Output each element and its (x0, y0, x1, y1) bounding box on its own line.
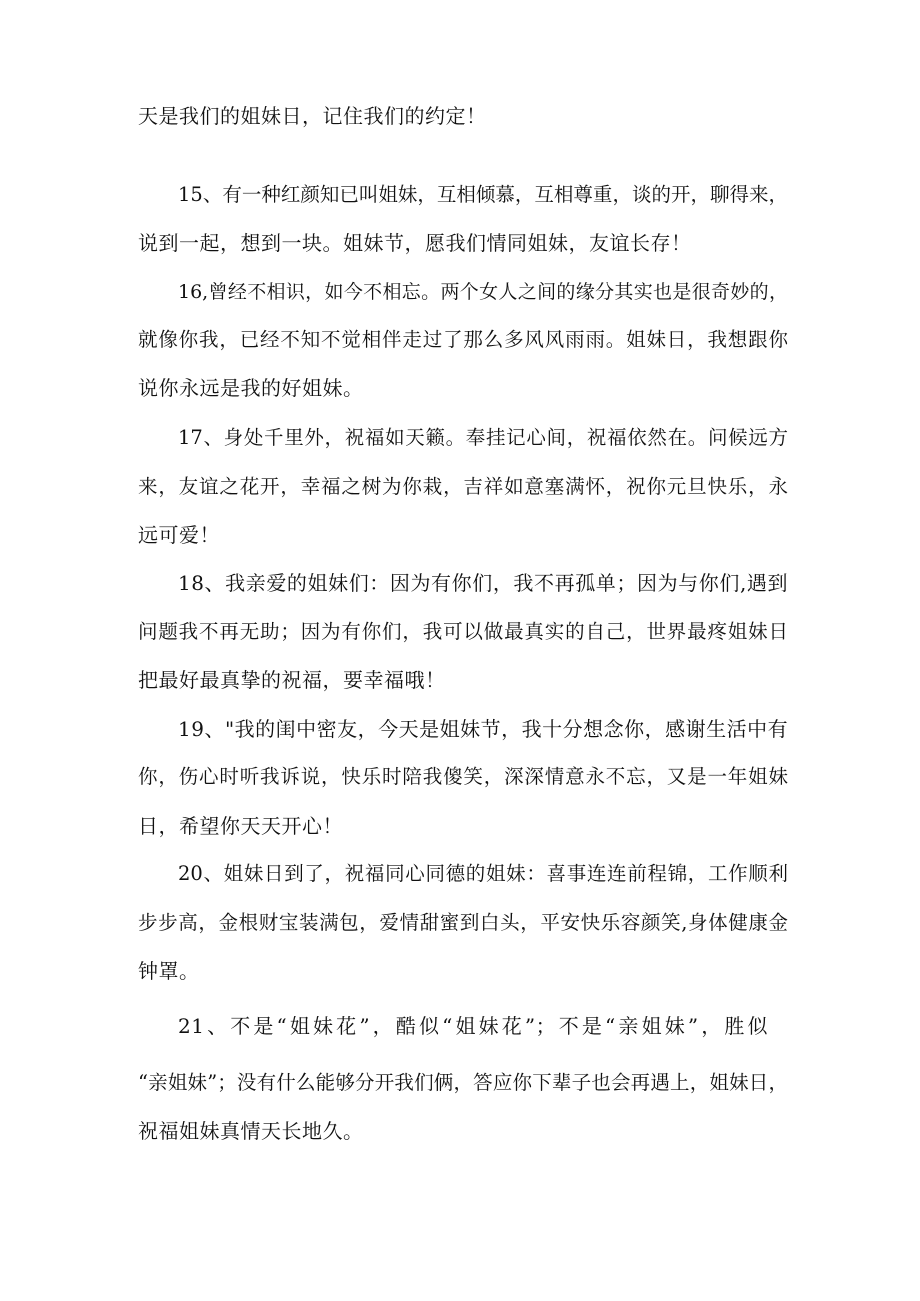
paragraph-15-line-2: 说到一起，想到一块。姐妹节，愿我们情同姐妹，友谊长存！ (138, 231, 692, 255)
paragraph-15-line-1: 15、有一种红颜知已叫姐妹，互相倾慕，互相尊重，谈的开，聊得来， (178, 183, 788, 206)
paragraph-17-line-3: 远可爱！ (138, 523, 220, 547)
paragraph-16-line-2: 就像你我，已经不知不觉相伴走过了那么多风风雨雨。姐妹日，我想跟你 (138, 328, 788, 351)
paragraph-20-line-3: 钟罩。 (138, 959, 200, 983)
paragraph-17-line-1: 17、身处千里外，祝福如天籁。奉挂记心间，祝福依然在。问候远方 (178, 426, 788, 449)
paragraph-21-line-3: 祝福姐妹真情天长地久。 (138, 1119, 364, 1143)
paragraph-19-line-1: 19、"我的闺中密友，今天是姐妹节，我十分想念你，感谢生活中有 (178, 717, 789, 741)
paragraph-18-line-1: 18、我亲爱的姐妹们：因为有你们，我不再孤单；因为与你们,遇到 (178, 571, 788, 595)
paragraph-17-line-2: 来，友谊之花开，幸福之树为你栽，吉祥如意塞满怀，祝你元旦快乐，永 (138, 475, 788, 498)
paragraph-20-line-1: 20、姐妹日到了，祝福同心同德的姐妹：喜事连连前程锦，工作顺利 (178, 862, 788, 885)
paragraph-14-line-3: 天是我们的姐妹日，记住我们的约定！ (138, 104, 487, 128)
paragraph-16-line-1: 16,曾经不相识，如今不相忘。两个女人之间的缘分其实也是很奇妙的， (178, 281, 788, 303)
paragraph-21-line-1: 21、不是“姐妹花”，酷似“姐妹花”；不是“亲姐妹”，胜似 (178, 1014, 768, 1038)
paragraph-16-line-3: 说你永远是我的好姐妹。 (138, 376, 364, 400)
paragraph-20-line-2: 步步高，金根财宝装满包，爱情甜蜜到白头，平安快乐容颜笑,身体健康金 (138, 911, 788, 934)
paragraph-19-line-2: 你，伤心时听我诉说，快乐时陪我傻笑，深深情意永不忘，又是一年姐妹 (138, 765, 788, 788)
paragraph-19-line-3: 日，希望你天天开心！ (138, 814, 343, 838)
paragraph-18-line-2: 问题我不再无助；因为有你们，我可以做最真实的自己，世界最疼姐妹日 (138, 620, 788, 643)
paragraph-21-line-2: “亲姐妹”；没有什么能够分开我们俩，答应你下辈子也会再遇上，姐妹日， (138, 1071, 788, 1094)
paragraph-18-line-3: 把最好最真挚的祝福，要幸福哦！ (138, 668, 446, 692)
